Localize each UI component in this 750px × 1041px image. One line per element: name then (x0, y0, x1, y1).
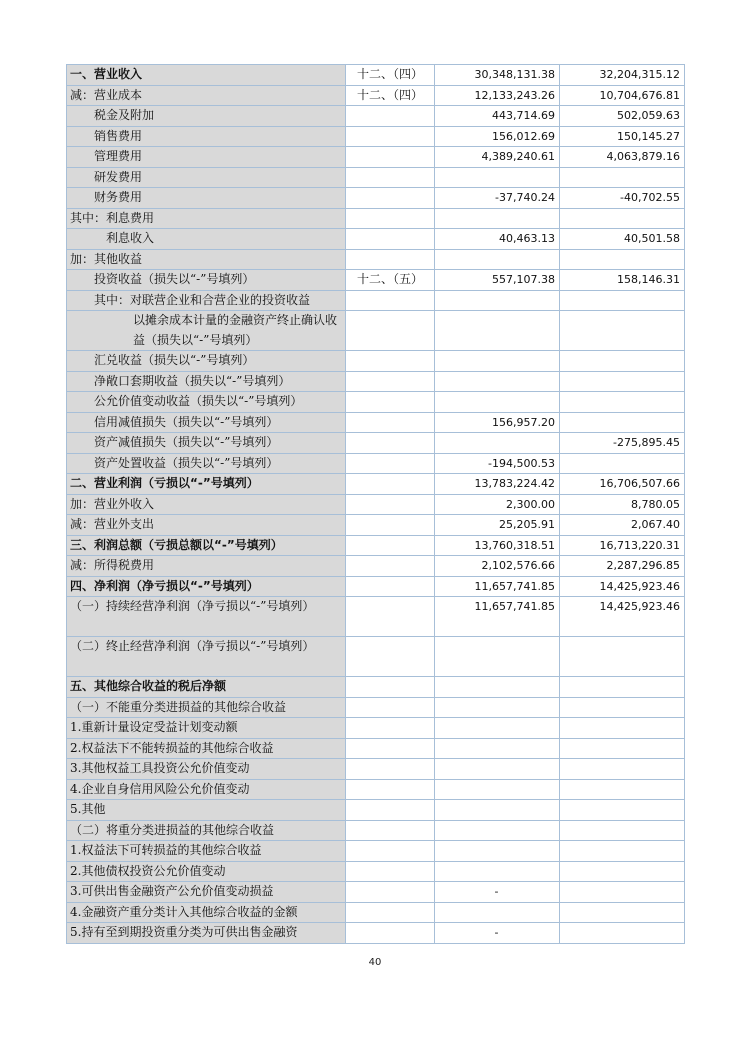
row-note-ref (346, 779, 435, 800)
row-prior-amount: 4,063,879.16 (560, 147, 685, 168)
row-prior-amount: 8,780.05 (560, 494, 685, 515)
row-note-ref (346, 677, 435, 698)
row-current-amount (435, 208, 560, 229)
row-note-ref (346, 841, 435, 862)
table-row (67, 697, 685, 718)
row-note-ref (346, 882, 435, 903)
row-prior-amount (560, 861, 685, 882)
row-note-ref (346, 494, 435, 515)
row-prior-amount (560, 820, 685, 841)
row-prior-amount (560, 412, 685, 433)
table-row (67, 597, 685, 637)
row-current-amount: 11,657,741.85 (435, 597, 560, 637)
table-row (67, 556, 685, 577)
row-current-amount (435, 371, 560, 392)
row-current-amount: 13,783,224.42 (435, 474, 560, 495)
row-prior-amount: 14,425,923.46 (560, 576, 685, 597)
row-current-amount (435, 249, 560, 270)
row-label: 加：营业外收入 (67, 494, 346, 515)
table-row (67, 515, 685, 536)
row-label: 利息收入 (67, 229, 346, 250)
row-label: 研发费用 (67, 167, 346, 188)
table-row (67, 392, 685, 413)
table-row (67, 229, 685, 250)
row-prior-amount: 10,704,676.81 (560, 85, 685, 106)
row-label: 2.其他债权投资公允价值变动 (67, 861, 346, 882)
row-label: 1.重新计量设定受益计划变动额 (67, 718, 346, 739)
row-current-amount: 2,102,576.66 (435, 556, 560, 577)
table-row (67, 188, 685, 209)
table-row (67, 779, 685, 800)
row-current-amount (435, 637, 560, 677)
row-note-ref (346, 474, 435, 495)
row-prior-amount: 2,067.40 (560, 515, 685, 536)
table-row (67, 290, 685, 311)
table-row (67, 820, 685, 841)
table-row (67, 494, 685, 515)
row-prior-amount (560, 923, 685, 944)
table-row (67, 351, 685, 372)
row-current-amount: 443,714.69 (435, 106, 560, 127)
row-label: 公允价值变动收益（损失以“-”号填列） (67, 392, 346, 413)
row-label: 减：营业外支出 (67, 515, 346, 536)
row-current-amount (435, 677, 560, 698)
table-row (67, 65, 685, 86)
page-number: 40 (368, 957, 382, 968)
table-row (67, 126, 685, 147)
row-current-amount (435, 902, 560, 923)
table-row (67, 535, 685, 556)
table-row (67, 453, 685, 474)
row-note-ref (346, 759, 435, 780)
row-current-amount: 30,348,131.38 (435, 65, 560, 86)
row-prior-amount (560, 738, 685, 759)
row-prior-amount (560, 167, 685, 188)
row-label: 2.权益法下不能转损益的其他综合收益 (67, 738, 346, 759)
row-label: 汇兑收益（损失以“-”号填列） (67, 351, 346, 372)
row-label: 财务费用 (67, 188, 346, 209)
row-note-ref (346, 126, 435, 147)
row-note-ref (346, 738, 435, 759)
row-prior-amount (560, 902, 685, 923)
row-prior-amount: 158,146.31 (560, 270, 685, 291)
table-row (67, 677, 685, 698)
table-row (67, 718, 685, 739)
table-row (67, 311, 685, 351)
income-statement-table (66, 64, 684, 944)
row-label: 以摊余成本计量的金融资产终止确认收益（损失以“-”号填列） (67, 311, 346, 351)
table-row (67, 637, 685, 677)
row-label: 5.持有至到期投资重分类为可供出售金融资 (67, 923, 346, 944)
row-prior-amount (560, 208, 685, 229)
row-prior-amount (560, 882, 685, 903)
row-current-amount (435, 779, 560, 800)
row-current-amount: 13,760,318.51 (435, 535, 560, 556)
row-note-ref (346, 106, 435, 127)
table-row (67, 249, 685, 270)
row-current-amount: 2,300.00 (435, 494, 560, 515)
row-prior-amount (560, 311, 685, 351)
row-label: 投资收益（损失以“-”号填列） (67, 270, 346, 291)
row-prior-amount (560, 697, 685, 718)
row-prior-amount: 502,059.63 (560, 106, 685, 127)
row-current-amount: 12,133,243.26 (435, 85, 560, 106)
row-label: 减：所得税费用 (67, 556, 346, 577)
table-row (67, 738, 685, 759)
row-note-ref (346, 556, 435, 577)
row-label: 信用减值损失（损失以“-”号填列） (67, 412, 346, 433)
row-prior-amount: 2,287,296.85 (560, 556, 685, 577)
row-note-ref (346, 923, 435, 944)
row-label: 一、营业收入 (67, 65, 346, 86)
row-label: 1.权益法下可转损益的其他综合收益 (67, 841, 346, 862)
row-prior-amount: 16,713,220.31 (560, 535, 685, 556)
row-prior-amount: 150,145.27 (560, 126, 685, 147)
row-note-ref (346, 351, 435, 372)
row-current-amount (435, 290, 560, 311)
row-prior-amount: 14,425,923.46 (560, 597, 685, 637)
table-row (67, 474, 685, 495)
row-current-amount (435, 718, 560, 739)
row-label: 管理费用 (67, 147, 346, 168)
row-label: 3.其他权益工具投资公允价值变动 (67, 759, 346, 780)
row-label: （一）不能重分类进损益的其他综合收益 (67, 697, 346, 718)
row-prior-amount (560, 290, 685, 311)
table-row (67, 270, 685, 291)
table-row (67, 147, 685, 168)
row-note-ref (346, 290, 435, 311)
row-label: 其中：利息费用 (67, 208, 346, 229)
row-note-ref (346, 167, 435, 188)
row-note-ref (346, 147, 435, 168)
row-current-amount (435, 433, 560, 454)
row-note-ref (346, 576, 435, 597)
table-row (67, 841, 685, 862)
table-row (67, 800, 685, 821)
row-current-amount (435, 738, 560, 759)
row-note-ref: 十二、（四） (346, 85, 435, 106)
row-prior-amount (560, 677, 685, 698)
row-current-amount (435, 820, 560, 841)
row-current-amount: 11,657,741.85 (435, 576, 560, 597)
row-current-amount: 156,957.20 (435, 412, 560, 433)
row-note-ref (346, 311, 435, 351)
table-row (67, 85, 685, 106)
row-current-amount: - (435, 882, 560, 903)
row-label: （二）终止经营净利润（净亏损以“-”号填列） (67, 637, 346, 677)
row-current-amount (435, 697, 560, 718)
row-prior-amount: 32,204,315.12 (560, 65, 685, 86)
row-note-ref (346, 249, 435, 270)
row-current-amount (435, 759, 560, 780)
row-label: 4.企业自身信用风险公允价值变动 (67, 779, 346, 800)
row-label: 资产减值损失（损失以“-”号填列） (67, 433, 346, 454)
row-note-ref (346, 371, 435, 392)
row-current-amount (435, 861, 560, 882)
row-prior-amount: -275,895.45 (560, 433, 685, 454)
row-label: 资产处置收益（损失以“-”号填列） (67, 453, 346, 474)
row-note-ref (346, 861, 435, 882)
row-note-ref: 十二、（五） (346, 270, 435, 291)
row-label: 税金及附加 (67, 106, 346, 127)
row-label: 减：营业成本 (67, 85, 346, 106)
row-label: 销售费用 (67, 126, 346, 147)
row-prior-amount: 40,501.58 (560, 229, 685, 250)
row-note-ref (346, 453, 435, 474)
row-prior-amount (560, 453, 685, 474)
row-label: 加：其他收益 (67, 249, 346, 270)
row-current-amount (435, 167, 560, 188)
row-note-ref (346, 188, 435, 209)
row-current-amount: 557,107.38 (435, 270, 560, 291)
row-current-amount (435, 311, 560, 351)
row-label: 3.可供出售金融资产公允价值变动损益 (67, 882, 346, 903)
row-label: 五、其他综合收益的税后净额 (67, 677, 346, 698)
row-note-ref (346, 392, 435, 413)
table-row (67, 208, 685, 229)
row-label: （一）持续经营净利润（净亏损以“-”号填列） (67, 597, 346, 637)
row-label: 四、净利润（净亏损以“-”号填列） (67, 576, 346, 597)
row-note-ref (346, 229, 435, 250)
row-note-ref (346, 412, 435, 433)
table-row (67, 861, 685, 882)
row-prior-amount (560, 392, 685, 413)
row-note-ref (346, 637, 435, 677)
row-label: 其中：对联营企业和合营企业的投资收益 (67, 290, 346, 311)
row-prior-amount (560, 759, 685, 780)
table-row (67, 371, 685, 392)
table-row (67, 882, 685, 903)
row-note-ref (346, 433, 435, 454)
row-prior-amount (560, 637, 685, 677)
row-label: 5.其他 (67, 800, 346, 821)
row-label: 4.金融资产重分类计入其他综合收益的金额 (67, 902, 346, 923)
row-prior-amount: -40,702.55 (560, 188, 685, 209)
row-note-ref (346, 902, 435, 923)
row-current-amount: -194,500.53 (435, 453, 560, 474)
row-current-amount (435, 800, 560, 821)
row-current-amount: 4,389,240.61 (435, 147, 560, 168)
row-prior-amount (560, 371, 685, 392)
row-current-amount: 25,205.91 (435, 515, 560, 536)
table-row (67, 167, 685, 188)
row-current-amount: -37,740.24 (435, 188, 560, 209)
row-current-amount (435, 351, 560, 372)
row-prior-amount (560, 800, 685, 821)
row-label: （二）将重分类进损益的其他综合收益 (67, 820, 346, 841)
row-current-amount: 156,012.69 (435, 126, 560, 147)
row-current-amount (435, 841, 560, 862)
row-prior-amount: 16,706,507.66 (560, 474, 685, 495)
row-prior-amount (560, 351, 685, 372)
table-row (67, 106, 685, 127)
row-prior-amount (560, 779, 685, 800)
row-prior-amount (560, 718, 685, 739)
table-row (67, 433, 685, 454)
row-label: 三、利润总额（亏损总额以“-”号填列） (67, 535, 346, 556)
row-note-ref (346, 597, 435, 637)
row-note-ref: 十二、（四） (346, 65, 435, 86)
row-current-amount: - (435, 923, 560, 944)
row-prior-amount (560, 841, 685, 862)
row-prior-amount (560, 249, 685, 270)
row-label: 二、营业利润（亏损以“-”号填列） (67, 474, 346, 495)
row-current-amount: 40,463.13 (435, 229, 560, 250)
table-row (67, 759, 685, 780)
table-row (67, 412, 685, 433)
table-row (67, 923, 685, 944)
table-row (67, 576, 685, 597)
row-note-ref (346, 718, 435, 739)
row-note-ref (346, 820, 435, 841)
row-note-ref (346, 515, 435, 536)
row-note-ref (346, 800, 435, 821)
table-row (67, 902, 685, 923)
row-note-ref (346, 697, 435, 718)
row-label: 净敞口套期收益（损失以“-”号填列） (67, 371, 346, 392)
row-note-ref (346, 208, 435, 229)
row-note-ref (346, 535, 435, 556)
row-current-amount (435, 392, 560, 413)
